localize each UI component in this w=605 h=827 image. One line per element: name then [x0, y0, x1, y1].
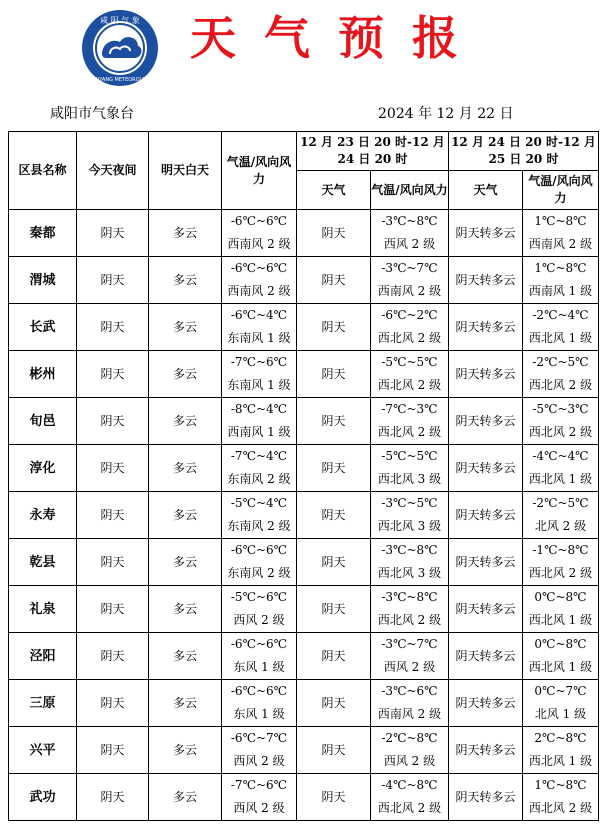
temp-wind-3-cell-w3: 西北风 2 级	[528, 425, 593, 439]
tonight-cell-tonight: 阴天	[100, 413, 125, 428]
weather-2-cell	[297, 586, 371, 633]
table-row	[9, 210, 599, 257]
temp-wind-cell-t1: -6℃~6℃	[230, 261, 288, 275]
temp-wind-3-cell-w3: 西北风 1 级	[528, 331, 593, 345]
tonight-cell	[77, 210, 149, 257]
weather-2-cell	[297, 351, 371, 398]
temp-wind-3-cell	[523, 304, 599, 351]
county-cell	[9, 210, 77, 257]
temp-wind-2-cell-t2: -3℃~7℃	[381, 637, 438, 651]
tonight-cell	[77, 539, 149, 586]
county-cell-county: 武功	[29, 789, 56, 805]
temp-wind-cell	[222, 445, 297, 492]
temp-wind-2-cell-w2: 西风 2 级	[383, 754, 436, 768]
weather-2-cell	[297, 445, 371, 492]
temp-wind-3-cell	[523, 210, 599, 257]
temp-wind-3-cell-w3: 西北风 1 级	[528, 660, 593, 674]
temp-wind-2-cell-t2: -7℃~3℃	[381, 402, 438, 416]
table-row	[9, 774, 599, 821]
header-period-2: 12 月 24 日 20 时-12 月 25 日 20 时	[449, 132, 599, 171]
temp-wind-3-cell-t3: 1℃~8℃	[534, 261, 587, 275]
temp-wind-cell-w1: 东风 1 级	[233, 660, 285, 674]
temp-wind-3-cell	[523, 398, 599, 445]
table-row	[9, 351, 599, 398]
temp-wind-3-cell	[523, 586, 599, 633]
weather-3-cell	[449, 680, 523, 727]
temp-wind-3-cell-t3: -5℃~3℃	[532, 402, 589, 416]
temp-wind-2-cell-t2: -6℃~2℃	[381, 308, 438, 322]
tomorrow-day-cell-day: 多云	[172, 507, 197, 522]
temp-wind-cell-w1: 西南风 2 级	[227, 284, 291, 298]
tonight-cell-tonight: 阴天	[100, 789, 125, 804]
temp-wind-2-cell-w2: 西北风 2 级	[377, 613, 442, 627]
weather-3-cell	[449, 539, 523, 586]
temp-wind-2-cell-t2: -2℃~8℃	[381, 731, 438, 745]
header-temp-wind-2: 气温/风向风力	[523, 171, 599, 210]
temp-wind-cell	[222, 680, 297, 727]
tonight-cell-tonight: 阴天	[100, 366, 125, 381]
weather-3-cell-wx3: 阴天转多云	[455, 366, 516, 381]
temp-wind-cell-w1: 东南风 2 级	[227, 472, 291, 486]
county-cell-county: 礼泉	[29, 601, 56, 617]
header-tomorrow-day: 明天白天	[149, 132, 222, 210]
temp-wind-cell-t1: -6℃~6℃	[230, 214, 288, 228]
tonight-cell	[77, 445, 149, 492]
weather-2-cell-wx2: 阴天	[321, 272, 346, 287]
temp-wind-3-cell	[523, 680, 599, 727]
temp-wind-3-cell	[523, 633, 599, 680]
table-row	[9, 304, 599, 351]
tomorrow-day-cell	[149, 445, 222, 492]
tonight-cell-tonight: 阴天	[100, 225, 125, 240]
temp-wind-cell-w1: 东风 1 级	[233, 707, 285, 721]
header-temp-wind: 气温/风向风力	[222, 132, 297, 210]
tonight-cell	[77, 351, 149, 398]
header-tonight: 今天夜间	[77, 132, 149, 210]
county-cell-county: 淳化	[29, 460, 56, 476]
table-row	[9, 539, 599, 586]
tonight-cell-tonight: 阴天	[100, 601, 125, 616]
temp-wind-cell-w1: 西南风 1 级	[227, 425, 291, 439]
table-row	[9, 586, 599, 633]
weather-2-cell-wx2: 阴天	[321, 601, 346, 616]
county-cell-county: 秦都	[29, 225, 56, 241]
agency-name: 咸阳市气象台	[50, 106, 134, 122]
temp-wind-3-cell	[523, 727, 599, 774]
temp-wind-2-cell-w2: 西北风 2 级	[377, 331, 442, 345]
temp-wind-3-cell-t3: -2℃~5℃	[532, 496, 589, 510]
header-weather-2: 天气	[449, 171, 523, 210]
temp-wind-2-cell	[371, 210, 449, 257]
weather-3-cell	[449, 492, 523, 539]
temp-wind-cell-w1: 西风 2 级	[233, 801, 285, 815]
table-row	[9, 727, 599, 774]
temp-wind-3-cell	[523, 351, 599, 398]
temp-wind-2-cell	[371, 351, 449, 398]
tomorrow-day-cell-day: 多云	[172, 742, 197, 757]
county-cell-county: 泾阳	[29, 648, 56, 664]
tonight-cell-tonight: 阴天	[100, 460, 125, 475]
tomorrow-day-cell-day: 多云	[172, 695, 197, 710]
temp-wind-cell	[222, 351, 297, 398]
temp-wind-cell	[222, 586, 297, 633]
weather-3-cell-wx3: 阴天转多云	[455, 319, 516, 334]
temp-wind-2-cell-w2: 西北风 2 级	[377, 378, 442, 392]
weather-2-cell	[297, 539, 371, 586]
table-row	[9, 680, 599, 727]
tomorrow-day-cell	[149, 774, 222, 821]
tonight-cell	[77, 257, 149, 304]
tomorrow-day-cell	[149, 210, 222, 257]
temp-wind-3-cell	[523, 774, 599, 821]
temp-wind-2-cell-t2: -3℃~8℃	[381, 543, 438, 557]
weather-2-cell	[297, 210, 371, 257]
temp-wind-2-cell-w2: 西北风 3 级	[377, 566, 442, 580]
tomorrow-day-cell	[149, 351, 222, 398]
table-row	[9, 633, 599, 680]
temp-wind-2-cell	[371, 586, 449, 633]
temp-wind-2-cell-t2: -3℃~8℃	[381, 590, 438, 604]
weather-2-cell	[297, 633, 371, 680]
meteorology-logo	[80, 8, 160, 88]
temp-wind-3-cell-w3: 西北风 1 级	[528, 472, 593, 486]
weather-2-cell	[297, 492, 371, 539]
temp-wind-cell	[222, 398, 297, 445]
temp-wind-2-cell-w2: 西风 2 级	[383, 660, 436, 674]
temp-wind-cell	[222, 727, 297, 774]
temp-wind-3-cell-w3: 西南风 1 级	[528, 284, 593, 298]
temp-wind-2-cell-w2: 西北风 3 级	[377, 519, 442, 533]
temp-wind-cell-t1: -6℃~7℃	[230, 731, 288, 745]
temp-wind-3-cell-w3: 西南风 2 级	[528, 237, 593, 251]
tomorrow-day-cell	[149, 492, 222, 539]
tomorrow-day-cell-day: 多云	[172, 460, 197, 475]
temp-wind-cell-t1: -7℃~6℃	[230, 355, 288, 369]
temp-wind-3-cell-w3: 北风 1 级	[534, 707, 587, 721]
weather-3-cell-wx3: 阴天转多云	[455, 272, 516, 287]
county-cell-county: 长武	[29, 319, 56, 335]
county-cell	[9, 304, 77, 351]
temp-wind-2-cell-w2: 西南风 2 级	[377, 284, 442, 298]
tonight-cell	[77, 398, 149, 445]
weather-2-cell-wx2: 阴天	[321, 507, 346, 522]
temp-wind-3-cell-t3: -2℃~4℃	[532, 308, 589, 322]
county-cell	[9, 539, 77, 586]
weather-3-cell	[449, 586, 523, 633]
header-county: 区县名称	[9, 132, 77, 210]
temp-wind-cell-t1: -6℃~6℃	[230, 543, 288, 557]
tonight-cell	[77, 774, 149, 821]
temp-wind-3-cell-t3: 1℃~8℃	[534, 778, 587, 792]
temp-wind-cell-w1: 东南风 1 级	[227, 331, 291, 345]
tonight-cell-tonight: 阴天	[100, 648, 125, 663]
temp-wind-2-cell-w2: 西北风 2 级	[377, 425, 442, 439]
county-cell	[9, 492, 77, 539]
forecast-table	[8, 131, 599, 821]
weather-3-cell	[449, 774, 523, 821]
temp-wind-2-cell	[371, 257, 449, 304]
tomorrow-day-cell-day: 多云	[172, 272, 197, 287]
issue-date: 2024 年 12 月 22 日	[378, 106, 514, 122]
county-cell-county: 兴平	[29, 742, 56, 758]
weather-2-cell-wx2: 阴天	[321, 225, 346, 240]
temp-wind-3-cell-w3: 北风 2 级	[534, 519, 587, 533]
temp-wind-3-cell-t3: 2℃~8℃	[534, 731, 587, 745]
weather-3-cell-wx3: 阴天转多云	[455, 695, 516, 710]
county-cell	[9, 445, 77, 492]
temp-wind-cell-t1: -7℃~4℃	[230, 449, 288, 463]
temp-wind-2-cell-t2: -4℃~8℃	[381, 778, 438, 792]
temp-wind-3-cell-t3: 0℃~8℃	[534, 637, 587, 651]
weather-2-cell	[297, 398, 371, 445]
temp-wind-cell-t1: -5℃~6℃	[230, 590, 288, 604]
county-cell-county: 永寿	[29, 507, 56, 523]
weather-2-cell	[297, 774, 371, 821]
weather-2-cell-wx2: 阴天	[321, 319, 346, 334]
temp-wind-2-cell-w2: 西北风 2 级	[377, 801, 442, 815]
temp-wind-2-cell-t2: -5℃~5℃	[381, 449, 438, 463]
temp-wind-2-cell	[371, 633, 449, 680]
tomorrow-day-cell	[149, 257, 222, 304]
county-cell	[9, 727, 77, 774]
temp-wind-3-cell-t3: -2℃~5℃	[532, 355, 589, 369]
weather-3-cell	[449, 304, 523, 351]
temp-wind-3-cell-t3: 0℃~8℃	[534, 590, 587, 604]
county-cell-county: 渭城	[29, 272, 56, 288]
temp-wind-cell-w1: 东南风 1 级	[227, 378, 291, 392]
temp-wind-3-cell-w3: 西北风 1 级	[528, 613, 593, 627]
weather-2-cell	[297, 304, 371, 351]
tomorrow-day-cell-day: 多云	[172, 413, 197, 428]
temp-wind-2-cell	[371, 539, 449, 586]
temp-wind-3-cell-t3: -1℃~8℃	[532, 543, 589, 557]
temp-wind-3-cell-w3: 西北风 2 级	[528, 566, 593, 580]
temp-wind-cell-w1: 东南风 2 级	[227, 566, 291, 580]
tonight-cell-tonight: 阴天	[100, 319, 125, 334]
tonight-cell	[77, 586, 149, 633]
weather-3-cell-wx3: 阴天转多云	[455, 554, 516, 569]
temp-wind-2-cell-w2: 西北风 3 级	[377, 472, 442, 486]
weather-3-cell-wx3: 阴天转多云	[455, 601, 516, 616]
temp-wind-3-cell-w3: 西北风 2 级	[528, 801, 593, 815]
weather-3-cell-wx3: 阴天转多云	[455, 648, 516, 663]
temp-wind-2-cell	[371, 445, 449, 492]
weather-3-cell-wx3: 阴天转多云	[455, 789, 516, 804]
weather-3-cell-wx3: 阴天转多云	[455, 225, 516, 240]
temp-wind-cell-t1: -5℃~4℃	[230, 496, 288, 510]
county-cell	[9, 257, 77, 304]
weather-3-cell-wx3: 阴天转多云	[455, 413, 516, 428]
tomorrow-day-cell	[149, 680, 222, 727]
tomorrow-day-cell-day: 多云	[172, 225, 197, 240]
temp-wind-2-cell	[371, 398, 449, 445]
temp-wind-3-cell	[523, 445, 599, 492]
temp-wind-2-cell	[371, 492, 449, 539]
county-cell-county: 乾县	[29, 554, 56, 570]
county-cell-county: 三原	[29, 695, 56, 711]
temp-wind-cell-t1: -8℃~4℃	[230, 402, 288, 416]
temp-wind-cell	[222, 304, 297, 351]
weather-2-cell-wx2: 阴天	[321, 460, 346, 475]
header-weather-1: 天气	[297, 171, 371, 210]
county-cell	[9, 586, 77, 633]
tonight-cell	[77, 492, 149, 539]
temp-wind-2-cell-t2: -3℃~8℃	[381, 214, 438, 228]
tomorrow-day-cell-day: 多云	[172, 601, 197, 616]
tonight-cell	[77, 727, 149, 774]
county-cell	[9, 774, 77, 821]
temp-wind-cell-t1: -6℃~6℃	[230, 637, 288, 651]
table-row	[9, 257, 599, 304]
tonight-cell-tonight: 阴天	[100, 507, 125, 522]
county-cell-county: 彬州	[29, 366, 56, 382]
weather-2-cell-wx2: 阴天	[321, 554, 346, 569]
temp-wind-cell-w1: 西南风 2 级	[227, 237, 291, 251]
tomorrow-day-cell	[149, 586, 222, 633]
tomorrow-day-cell	[149, 304, 222, 351]
weather-2-cell	[297, 257, 371, 304]
temp-wind-2-cell-t2: -3℃~5℃	[381, 496, 438, 510]
tonight-cell-tonight: 阴天	[100, 695, 125, 710]
temp-wind-2-cell	[371, 727, 449, 774]
weather-3-cell	[449, 633, 523, 680]
temp-wind-cell-w1: 东南风 2 级	[227, 519, 291, 533]
tomorrow-day-cell-day: 多云	[172, 319, 197, 334]
table-row	[9, 398, 599, 445]
county-cell	[9, 633, 77, 680]
weather-2-cell-wx2: 阴天	[321, 695, 346, 710]
temp-wind-cell-w1: 西风 2 级	[233, 613, 285, 627]
tonight-cell-tonight: 阴天	[100, 742, 125, 757]
weather-3-cell	[449, 727, 523, 774]
temp-wind-2-cell	[371, 680, 449, 727]
temp-wind-3-cell	[523, 492, 599, 539]
weather-2-cell	[297, 680, 371, 727]
temp-wind-cell-t1: -7℃~6℃	[230, 778, 288, 792]
weather-3-cell	[449, 398, 523, 445]
temp-wind-2-cell-w2: 西风 2 级	[383, 237, 436, 251]
tomorrow-day-cell-day: 多云	[172, 648, 197, 663]
weather-2-cell-wx2: 阴天	[321, 413, 346, 428]
county-cell-county: 旬邑	[29, 413, 56, 429]
temp-wind-2-cell-t2: -5℃~5℃	[381, 355, 438, 369]
weather-3-cell	[449, 445, 523, 492]
weather-2-cell	[297, 727, 371, 774]
temp-wind-2-cell	[371, 304, 449, 351]
svg-text:咸 阳 气 象: 咸 阳 气 象	[100, 16, 140, 25]
temp-wind-cell	[222, 774, 297, 821]
weather-3-cell	[449, 210, 523, 257]
tomorrow-day-cell	[149, 633, 222, 680]
weather-3-cell-wx3: 阴天转多云	[455, 742, 516, 757]
temp-wind-cell-t1: -6℃~4℃	[230, 308, 288, 322]
weather-2-cell-wx2: 阴天	[321, 742, 346, 757]
tomorrow-day-cell	[149, 727, 222, 774]
svg-text:XIANYANG METEOROLOGY: XIANYANG METEOROLOGY	[87, 77, 153, 83]
temp-wind-3-cell-t3: 0℃~7℃	[534, 684, 587, 698]
tomorrow-day-cell	[149, 398, 222, 445]
weather-3-cell	[449, 257, 523, 304]
tonight-cell-tonight: 阴天	[100, 272, 125, 287]
temp-wind-3-cell	[523, 257, 599, 304]
temp-wind-2-cell-t2: -3℃~6℃	[381, 684, 438, 698]
tomorrow-day-cell	[149, 539, 222, 586]
tomorrow-day-cell-day: 多云	[172, 366, 197, 381]
weather-3-cell-wx3: 阴天转多云	[455, 460, 516, 475]
temp-wind-2-cell-w2: 西南风 2 级	[377, 707, 442, 721]
weather-3-cell	[449, 351, 523, 398]
temp-wind-cell	[222, 633, 297, 680]
temp-wind-3-cell-t3: -4℃~4℃	[532, 449, 589, 463]
temp-wind-3-cell-w3: 西北风 2 级	[528, 378, 593, 392]
header-temp-wind-1: 气温/风向风力	[371, 171, 449, 210]
temp-wind-cell	[222, 210, 297, 257]
temp-wind-cell	[222, 257, 297, 304]
table-row	[9, 445, 599, 492]
weather-3-cell-wx3: 阴天转多云	[455, 507, 516, 522]
county-cell	[9, 351, 77, 398]
table-row	[9, 492, 599, 539]
tonight-cell	[77, 680, 149, 727]
weather-2-cell-wx2: 阴天	[321, 648, 346, 663]
temp-wind-cell-w1: 西风 2 级	[233, 754, 285, 768]
temp-wind-3-cell-w3: 西北风 1 级	[528, 754, 593, 768]
temp-wind-2-cell	[371, 774, 449, 821]
temp-wind-3-cell-t3: 1℃~8℃	[534, 214, 587, 228]
temp-wind-2-cell-t2: -3℃~7℃	[381, 261, 438, 275]
tomorrow-day-cell-day: 多云	[172, 789, 197, 804]
county-cell	[9, 398, 77, 445]
tonight-cell	[77, 633, 149, 680]
temp-wind-cell	[222, 492, 297, 539]
tonight-cell	[77, 304, 149, 351]
temp-wind-3-cell	[523, 539, 599, 586]
county-cell	[9, 680, 77, 727]
temp-wind-cell-t1: -6℃~6℃	[230, 684, 288, 698]
tonight-cell-tonight: 阴天	[100, 554, 125, 569]
page-title: 天气预报	[190, 11, 486, 65]
tomorrow-day-cell-day: 多云	[172, 554, 197, 569]
temp-wind-cell	[222, 539, 297, 586]
weather-2-cell-wx2: 阴天	[321, 366, 346, 381]
weather-2-cell-wx2: 阴天	[321, 789, 346, 804]
header-period-1: 12 月 23 日 20 时-12 月 24 日 20 时	[297, 132, 449, 171]
